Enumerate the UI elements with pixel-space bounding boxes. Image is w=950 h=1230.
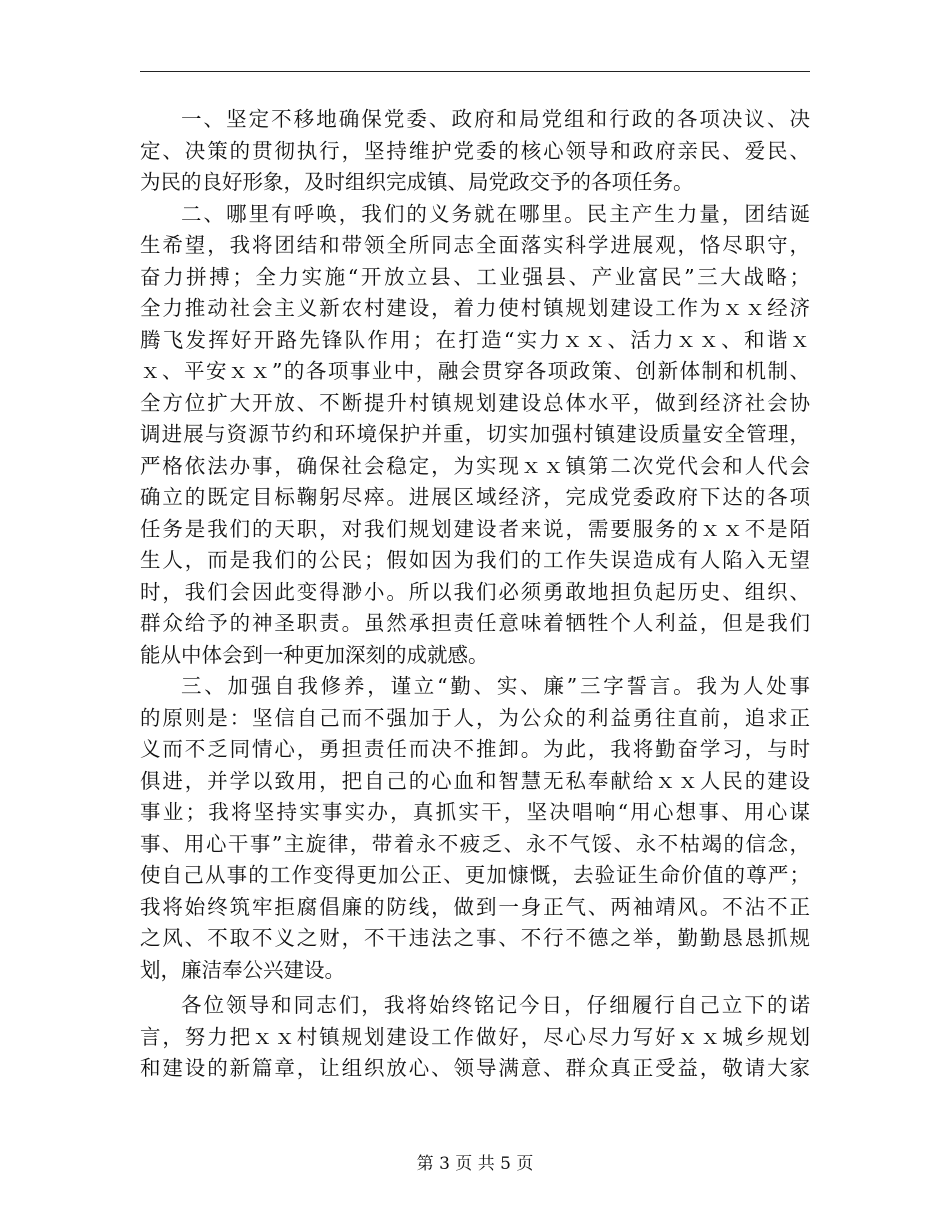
text-line: 生人，而是我们的公民；假如因为我们的工作失误造成有人陷入无望 bbox=[140, 548, 810, 572]
text-line: 俱进，并学以致用，把自己的心血和智慧无私奉献给ｘｘ人民的建设 bbox=[140, 768, 810, 793]
text-line: 的原则是：坚信自己而不强加于人，为公众的利益勇往直前，追求正 bbox=[140, 705, 810, 730]
text-line: 调进展与资源节约和环境保护并重，切实加强村镇建设质量安全管理， bbox=[140, 422, 810, 446]
text-line: 二、哪里有呼唤，我们的义务就在哪里。民主产生力量，团结诞 bbox=[181, 201, 810, 226]
text-line: 和建设的新篇章，让组织放心、领导满意、群众真正受益，敬请大家 bbox=[140, 1056, 810, 1080]
text-line: ｘ、平安ｘｘ”的各项事业中，融会贯穿各项政策、创新体制和机制、 bbox=[140, 359, 810, 383]
text-line: 事、用心干事”主旋律，带着永不疲乏、永不气馁、永不枯竭的信念， bbox=[140, 831, 810, 856]
paragraph-1 bbox=[140, 104, 810, 199]
text-line: 一、坚定不移地确保党委、政府和局党组和行政的各项决议、决 bbox=[181, 107, 810, 131]
page-footer: 第 3 页 共 5 页 bbox=[416, 1154, 534, 1174]
text-line: 任务是我们的天职，对我们规划建设者来说，需要服务的ｘｘ不是陌 bbox=[140, 516, 810, 541]
text-line: 三、加强自我修养，谨立“勤、实、廉”三字誓言。我为人处事 bbox=[181, 674, 810, 698]
text-line: 言，努力把ｘｘ村镇规划建设工作做好，尽心尽力写好ｘｘ城乡规划 bbox=[140, 1024, 810, 1049]
text-line: 全力推动社会主义新农村建设，着力使村镇规划建设工作为ｘｘ经济 bbox=[140, 296, 810, 320]
text-line: 严格依法办事，确保社会稳定，为实现ｘｘ镇第二次党代会和人代会 bbox=[140, 453, 810, 478]
paragraph-4 bbox=[140, 990, 810, 1085]
text-line: 我将始终筑牢拒腐倡廉的防线，做到一身正气、两袖靖风。不沾不正 bbox=[140, 894, 810, 919]
text-line: 群众给予的神圣职责。虽然承担责任意味着牺牲个人利益，但是我们 bbox=[140, 611, 810, 635]
text-line: 全方位扩大开放、不断提升村镇规划建设总体水平，做到经济社会协 bbox=[140, 390, 810, 415]
text-line: 奋力拼搏；全力实施“开放立县、工业强县、产业富民”三大战略； bbox=[140, 264, 810, 289]
text-line: 腾飞发挥好开路先锋队作用；在打造“实力ｘｘ、活力ｘｘ、和谐ｘ bbox=[140, 327, 810, 352]
text-line: 各位领导和同志们，我将始终铭记今日，仔细履行自己立下的诺 bbox=[181, 993, 810, 1017]
text-line: 为民的良好形象，及时组织完成镇、局党政交予的各项任务。 bbox=[140, 170, 694, 194]
header-rule bbox=[140, 71, 810, 72]
text-line: 能从中体会到一种更加深刻的成就感。 bbox=[140, 642, 489, 667]
paragraph-2 bbox=[140, 199, 810, 672]
text-line: 定、决策的贯彻执行，坚持维护党委的核心领导和政府亲民、爱民、 bbox=[140, 138, 810, 163]
text-line: 划，廉洁奉公兴建设。 bbox=[140, 957, 345, 982]
text-line: 确立的既定目标鞠躬尽瘁。进展区域经济，完成党委政府下达的各项 bbox=[140, 485, 810, 509]
text-line: 生希望，我将团结和带领全所同志全面落实科学进展观，恪尽职守， bbox=[140, 233, 810, 257]
text-line: 之风、不取不义之财，不干违法之事、不行不德之举，勤勤恳恳抓规 bbox=[140, 926, 810, 950]
text-line: 事业；我将坚持实事实办，真抓实干，坚决唱响“用心想事、用心谋 bbox=[140, 800, 810, 824]
text-line: 使自己从事的工作变得更加公正、更加慷慨，去验证生命价值的尊严； bbox=[140, 863, 810, 887]
paragraph-3 bbox=[140, 671, 810, 986]
document-body bbox=[140, 104, 810, 1085]
text-line: 时，我们会因此变得渺小。所以我们必须勇敢地担负起历史、组织、 bbox=[140, 579, 810, 604]
text-line: 义而不乏同情心，勇担责任而决不推卸。为此，我将勤奋学习，与时 bbox=[140, 737, 810, 761]
